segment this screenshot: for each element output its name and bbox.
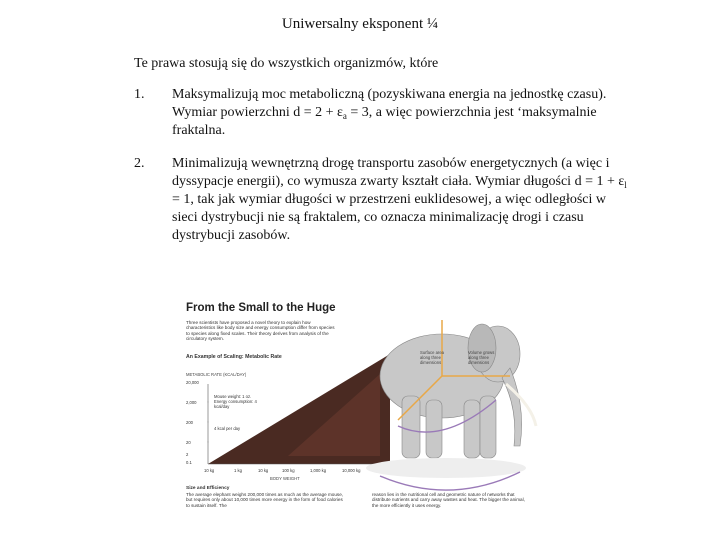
list-item: [134, 86, 634, 140]
x-tick: 1 kg: [234, 468, 242, 473]
x-tick: 1,000 kg: [310, 468, 327, 473]
x-tick: 10 kg: [258, 468, 269, 473]
slide-title: Uniwersalny eksponent ¼: [281, 16, 439, 32]
footer-right: reason lies in the nutritional cell and geometric nature of networks that distribute nutrients and carry away wastes and heat. The bigger the animal, the more efficiently it uses energy.: [372, 492, 525, 508]
y-tick: 2,000: [186, 400, 197, 405]
y-tick: 20,000: [186, 380, 199, 385]
list-number: 1.: [134, 87, 145, 102]
mouse-note: Mouse weight: 1 oz. Energy consumption: 4 kcal/day: [214, 394, 257, 409]
figure-subtitle: An Example of Scaling: Metabolic Rate: [186, 354, 282, 360]
y-tick: 20: [186, 440, 191, 445]
figure-body: Three scientists have proposed a novel theory to explain how characteristics like body size and energy consumption differ from species to species along fixed scales. Their theory derives from analysis of the circulatory system.: [186, 320, 335, 342]
y-tick: 2: [186, 452, 189, 457]
x-tick: 10,000 kg: [342, 468, 361, 473]
x-axis-label: BODY WEIGHT: [270, 476, 300, 481]
y-tick: 200: [186, 420, 193, 425]
list-text: Minimalizują wewnętrzną drogę transportu zasobów energetycznych (a więc i dyssypacje energii), co wymusza zwarty kształt ciała. Wymiar długości $d = 1 + \varepsilon_l = 1$, tak jak wymiar długości w przestrzeni euklidesowej, a więc odległości w sieci dystrybucji nie są fraktalem, co oznacza minimalizację drogi i czasu dystrybucji zasobów.: [172, 156, 627, 243]
x-tick: 10 kg: [204, 468, 215, 473]
intro-text: Te prawa stosują się do wszystkich organizmów, które: [134, 56, 439, 71]
list-text: Maksymalizują moc metaboliczną (pozyskiwana energia na jednostkę czasu). Wymiar powierzchni $d = 2 + \varepsilon_a = 3$, a więc powierzchnia jest ‘maksymalnie fraktalna.: [172, 87, 607, 138]
figure-title: From the Small to the Huge: [186, 302, 336, 314]
figure-ylabel: METABOLIC RATE (KCAL/DAY): [186, 372, 247, 377]
mouse-kcal: 4 kcal per day: [214, 426, 241, 431]
volume-note: Volume grows along three dimensions: [468, 350, 495, 365]
y-tick: 0.1: [186, 460, 192, 465]
surface-note: Surface area along three dimensions: [420, 350, 444, 365]
list-number: 2.: [134, 156, 145, 171]
elephant-figure: [180, 296, 542, 524]
x-tick: 100 kg: [282, 468, 295, 473]
list-item: [134, 155, 634, 245]
footer-heading: Size and Efficiency: [186, 486, 230, 491]
footer-left: The average elephant weighs 200,000 times as much as the average mouse, but requires only about 10,000 times more energy in the form of food calories to sustain itself. The: [186, 492, 344, 508]
